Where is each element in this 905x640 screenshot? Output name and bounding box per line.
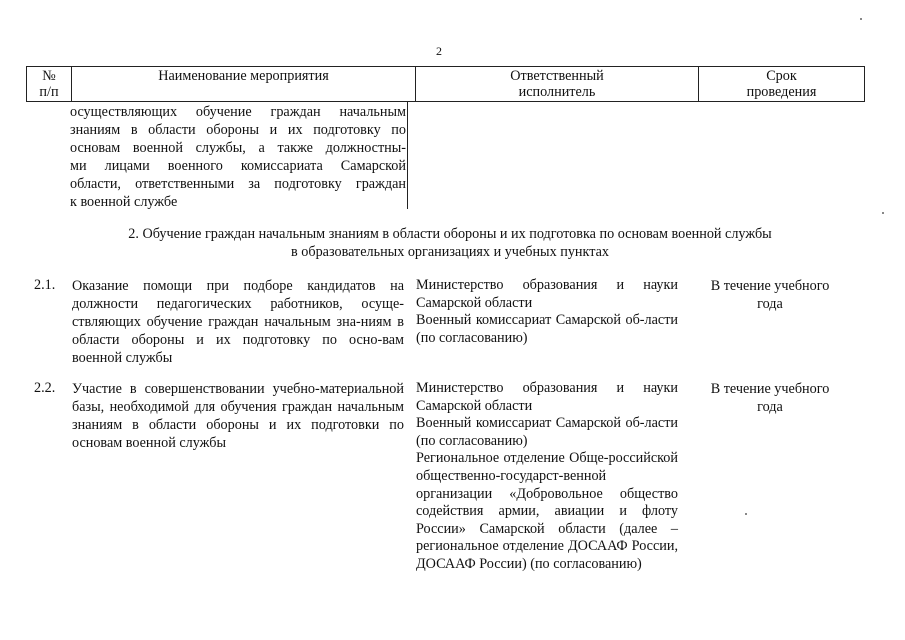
header-term-line2: проведения: [746, 84, 817, 100]
scan-speck: [860, 18, 862, 20]
header-responsible-line2: исполнитель: [518, 84, 596, 100]
column-divider: [407, 101, 408, 209]
continuation-line: области, ответственными за подготовку граждан: [70, 176, 406, 192]
responsible-entry: Военный комиссариат Самарской об-ласти (по согласованию): [416, 415, 678, 449]
header-term-cell: [699, 67, 865, 102]
header-responsible-line1: Ответственный: [510, 68, 604, 84]
row-number: 2.1.: [34, 277, 56, 293]
header-term-line1: Срок: [766, 68, 797, 84]
scan-speck: [745, 513, 747, 515]
term-line2: года: [757, 296, 783, 312]
term-line1: В течение учебного: [710, 381, 830, 397]
header-number-line2: п/п: [39, 84, 59, 100]
responsible-entry: Военный комиссариат Самарской об-ласти (по согласованию): [416, 312, 678, 346]
responsible-entry: Региональное отделение Обще-российской общественно-государст-венной организации «Добровольное общество содействия армии, авиации и флоту России» Самарской области (далее – региональное отделение ДОСААФ России, ДОСААФ России) (по согласованию): [416, 450, 678, 572]
section-title: [60, 225, 840, 261]
section-title-line1: 2. Обучение граждан начальным знаниям в области обороны и их подготовка по основам военной службы: [128, 226, 772, 242]
continuation-line: знаниям в области обороны и их подготовку по: [70, 122, 406, 138]
continuation-line: осуществляющих обучение граждан начальным: [70, 104, 406, 120]
scan-speck: [882, 212, 884, 214]
table-header: [26, 66, 865, 102]
row-responsible: [416, 380, 678, 574]
row-activity: Оказание помощи при подборе кандидатов на должности педагогических работников, осуще-ствляющих обучение граждан начальным зна-ниям в области обороны и их подготовку по осно-вам военной службы: [72, 278, 404, 366]
row-number: 2.2.: [34, 380, 56, 396]
term-line1: В течение учебного: [710, 278, 830, 294]
continuation-line: основам военной службы, а также должностны-: [70, 140, 406, 156]
header-responsible-cell: [416, 67, 699, 102]
page-number: 2: [436, 44, 442, 58]
responsible-entry: Министерство образования и науки Самарской области: [416, 380, 678, 414]
continuation-text: [70, 103, 406, 211]
header-activity-cell: [72, 67, 416, 102]
row-responsible: [416, 277, 678, 347]
header-number-cell: [27, 67, 72, 102]
row-term: [700, 277, 840, 313]
header-number-line1: №: [42, 68, 56, 84]
header-activity: Наименование мероприятия: [158, 68, 329, 84]
term-line2: года: [757, 399, 783, 415]
continuation-line: ми лицами военного комиссариата Самарской: [70, 158, 406, 174]
row-term: [700, 380, 840, 416]
continuation-line: к военной службе: [70, 194, 178, 210]
responsible-entry: Министерство образования и науки Самарской области: [416, 277, 678, 311]
section-title-line2: в образовательных организациях и учебных пунктах: [291, 244, 609, 260]
row-activity: Участие в совершенствовании учебно-материальной базы, необходимой для обучения граждан начальным знаниям в области обороны и их подготовки по основам военной службы: [72, 381, 404, 451]
